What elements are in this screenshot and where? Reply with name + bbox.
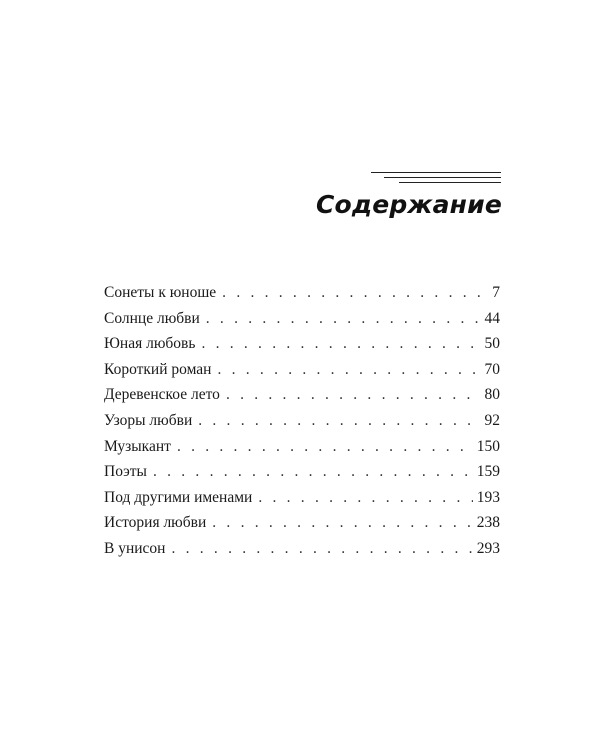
toc-entry-title: Юная любовь [104, 335, 196, 353]
decorative-rule-middle [384, 177, 501, 178]
toc-entry-title: Узоры любви [104, 411, 193, 429]
toc-entry-title: История любви [104, 514, 207, 532]
toc-entry[interactable] [104, 434, 500, 460]
toc-entry-page-number: 150 [476, 437, 500, 455]
toc-entry-title: Под другими именами [104, 488, 253, 506]
toc-entry-title: Солнце любви [104, 309, 200, 327]
toc-entry-page-number: 238 [476, 514, 500, 532]
dot-leader [153, 459, 473, 485]
toc-entry[interactable] [104, 306, 500, 332]
toc-entry[interactable] [104, 382, 500, 408]
toc-entry[interactable] [104, 510, 500, 536]
toc-entry[interactable] [104, 408, 500, 434]
decorative-rule-bottom [399, 182, 501, 183]
dot-leader [226, 382, 481, 408]
decorative-rule-top [371, 172, 501, 173]
toc-entry-title: Музыкант [104, 437, 171, 455]
toc-entry-page-number: 70 [484, 360, 500, 378]
toc-entry-title: Короткий роман [104, 360, 212, 378]
dot-leader [171, 536, 472, 562]
toc-entry-page-number: 80 [484, 386, 500, 404]
toc-entry-page-number: 159 [476, 463, 500, 481]
toc-entry[interactable] [104, 536, 500, 562]
dot-leader [206, 306, 481, 332]
toc-entry-page-number: 44 [484, 309, 500, 327]
toc-entry-title: Поэты [104, 463, 147, 481]
table-of-contents [104, 280, 500, 562]
toc-entry-title: Деревенское лето [104, 386, 220, 404]
toc-entry-title: В унисон [104, 539, 166, 557]
dot-leader [177, 434, 473, 460]
toc-entry-page-number: 193 [476, 488, 500, 506]
toc-entry-page-number: 293 [476, 539, 500, 557]
toc-entry[interactable] [104, 280, 500, 306]
toc-entry-page-number: 92 [484, 411, 500, 429]
dot-leader [212, 510, 472, 536]
page-title: Содержание [315, 190, 502, 219]
toc-entry-title: Сонеты к юноше [104, 284, 217, 301]
dot-leader [198, 408, 480, 434]
dot-leader [201, 331, 480, 357]
dot-leader [222, 280, 484, 306]
dot-leader [217, 357, 480, 383]
toc-entry-page-number: 50 [484, 335, 500, 353]
toc-entry[interactable] [104, 331, 500, 357]
toc-entry[interactable] [104, 485, 500, 511]
toc-entry-page-number: 7 [492, 284, 500, 301]
toc-entry[interactable] [104, 357, 500, 383]
toc-entry[interactable] [104, 459, 500, 485]
dot-leader [258, 485, 472, 511]
